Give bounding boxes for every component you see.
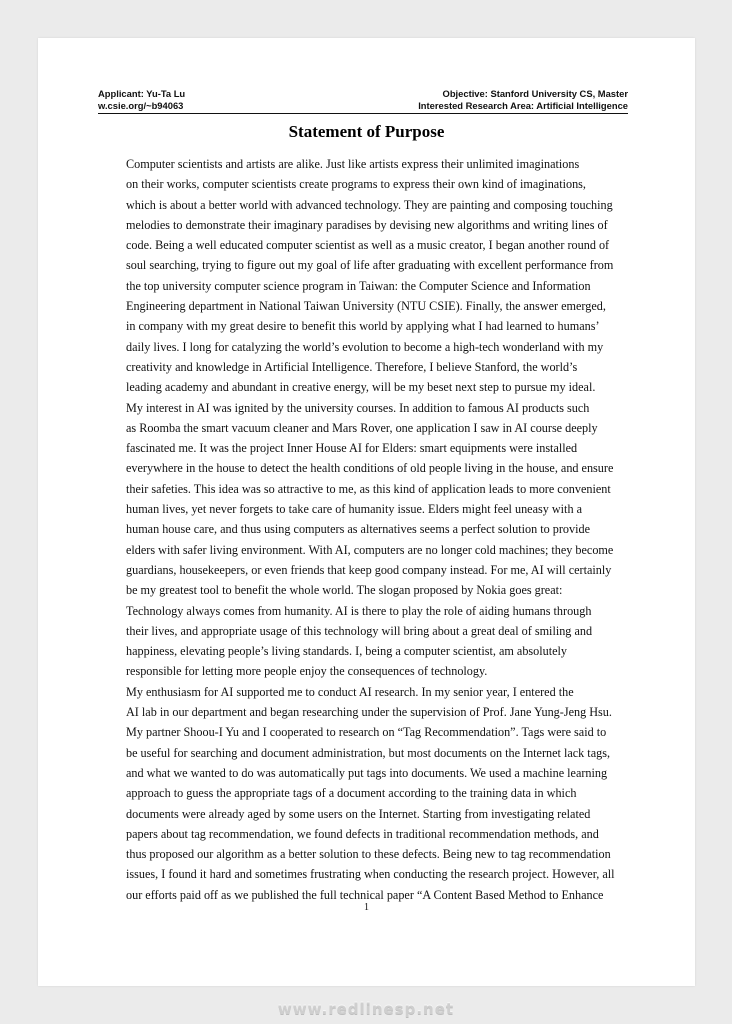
text-line: code. Being a well educated computer scientist as well as a music creator, I began another round of [126,238,610,253]
text-line: creativity and knowledge in Artificial Intelligence. Therefore, I believe Stanford, the world’s [126,359,578,374]
text-line: AI lab in our department and began researching under the supervision of Prof. Jane Yung-Jeng Hsu. [126,705,612,720]
text-line: and what we wanted to do was automatically put tags into documents. We used a machine learning [126,765,608,780]
text-line: Technology always comes from humanity. AI is there to play the role of aiding humans through [126,603,592,618]
text-line: be my greatest tool to benefit the whole world. The slogan proposed by Nokia goes great: [126,583,563,598]
text-line: My enthusiasm for AI supported me to conduct AI research. In my senior year, I entered the [126,684,574,699]
text-line: approach to guess the appropriate tags of a document according to the training data in which [126,786,577,801]
text-line: Engineering department in National Taiwan University (NTU CSIE). Finally, the answer emerged, [126,299,606,314]
paragraph [98,154,629,398]
page-number: 1 [364,902,369,913]
text-line: elders with safer living environment. With AI, computers are no longer cold machines; they become [126,542,614,557]
text-line: everywhere in the house to detect the health conditions of old people living in the house, and ensure [126,461,614,476]
text-line: daily lives. I long for catalyzing the world’s evolution to become a high-tech wonderland with my [126,339,604,354]
text-line: melodies to demonstrate their imaginary paradises by devising new algorithms and writing lines of [126,217,608,232]
text-line: thus proposed our algorithm as a better solution to these defects. Being new to tag recommendation [126,847,611,862]
document-title: Statement of Purpose [288,122,445,141]
text-line: leading academy and abundant in creative energy, will be my beset next step to pursue my ideal. [126,380,596,395]
text-line: as Roomba the smart vacuum cleaner and Mars Rover, one application I saw in AI course deeply [126,420,598,435]
text-line: on their works, computer scientists create programs to express their own kind of imaginations, [126,177,586,192]
document-body [98,154,629,905]
text-line: their lives, and appropriate usage of this technology will bring about a great deal of smiling and [126,623,593,638]
header-row-2 [98,100,628,112]
text-line: their safeties. This idea was so attractive to me, as this kind of application leads to more convenient [126,481,611,496]
text-line: Computer scientists and artists are alike. Just like artists express their unlimited imaginations [126,157,580,171]
text-line: human lives, yet never forgets to take care of humanity issue. Elders might feel uneasy with a [126,502,582,517]
paragraph [98,682,629,905]
text-line: our efforts paid off as we published the full technical paper “A Content Based Method to Enhance [126,887,604,902]
text-line: human house care, and thus using computers as alternatives seems a perfect solution to provide [126,522,591,537]
text-line: be useful for searching and document administration, but most documents on the Internet lack tags, [126,745,610,760]
text-line: fascinated me. It was the project Inner House AI for Elders: smart equipments were installed [126,441,578,456]
text-line: the top university computer science program in Taiwan: the Computer Science and Information [126,278,591,293]
text-line: papers about tag recommendation, we found defects in traditional recommendation methods, and [126,826,599,841]
text-line: soul searching, trying to figure out my goal of life after graduating with excellent performance from [126,258,614,273]
text-line: in company with my great desire to benefit this world by applying what I had learned to humans’ [126,319,600,334]
text-line: My partner Shoou-I Yu and I cooperated to research on “Tag Recommendation”. Tags were said to [126,725,607,740]
document-page [38,38,695,986]
header-row-1 [98,88,628,100]
text-line: My interest in AI was ignited by the university courses. In addition to famous AI products such [126,400,590,415]
text-line: guardians, housekeepers, or even friends that keep good company instead. For me, AI will certainly [126,562,612,577]
applicant-name: Applicant: Yu-Ta Lu [98,88,186,99]
text-line: issues, I found it hard and sometimes frustrating when conducting the research project. However, all [126,867,615,882]
research-area: Interested Research Area: Artificial Intelligence [418,100,628,111]
watermark: www.redlinesp.net [277,1000,455,1018]
paragraph [98,398,629,682]
text-line: responsible for letting more people enjoy the consequences of technology. [126,664,488,679]
applicant-website: w.csie.org/~b94063 [98,100,184,111]
text-line: which is about a better world with advanced technology. They are painting and composing touching [126,197,613,212]
page-header [98,88,628,114]
objective: Objective: Stanford University CS, Master [442,88,628,99]
text-line: documents were already aged by some users on the Internet. Starting from investigating related [126,806,591,821]
text-line: happiness, elevating people’s living standards. I, being a computer scientist, am absolutely [126,644,568,659]
